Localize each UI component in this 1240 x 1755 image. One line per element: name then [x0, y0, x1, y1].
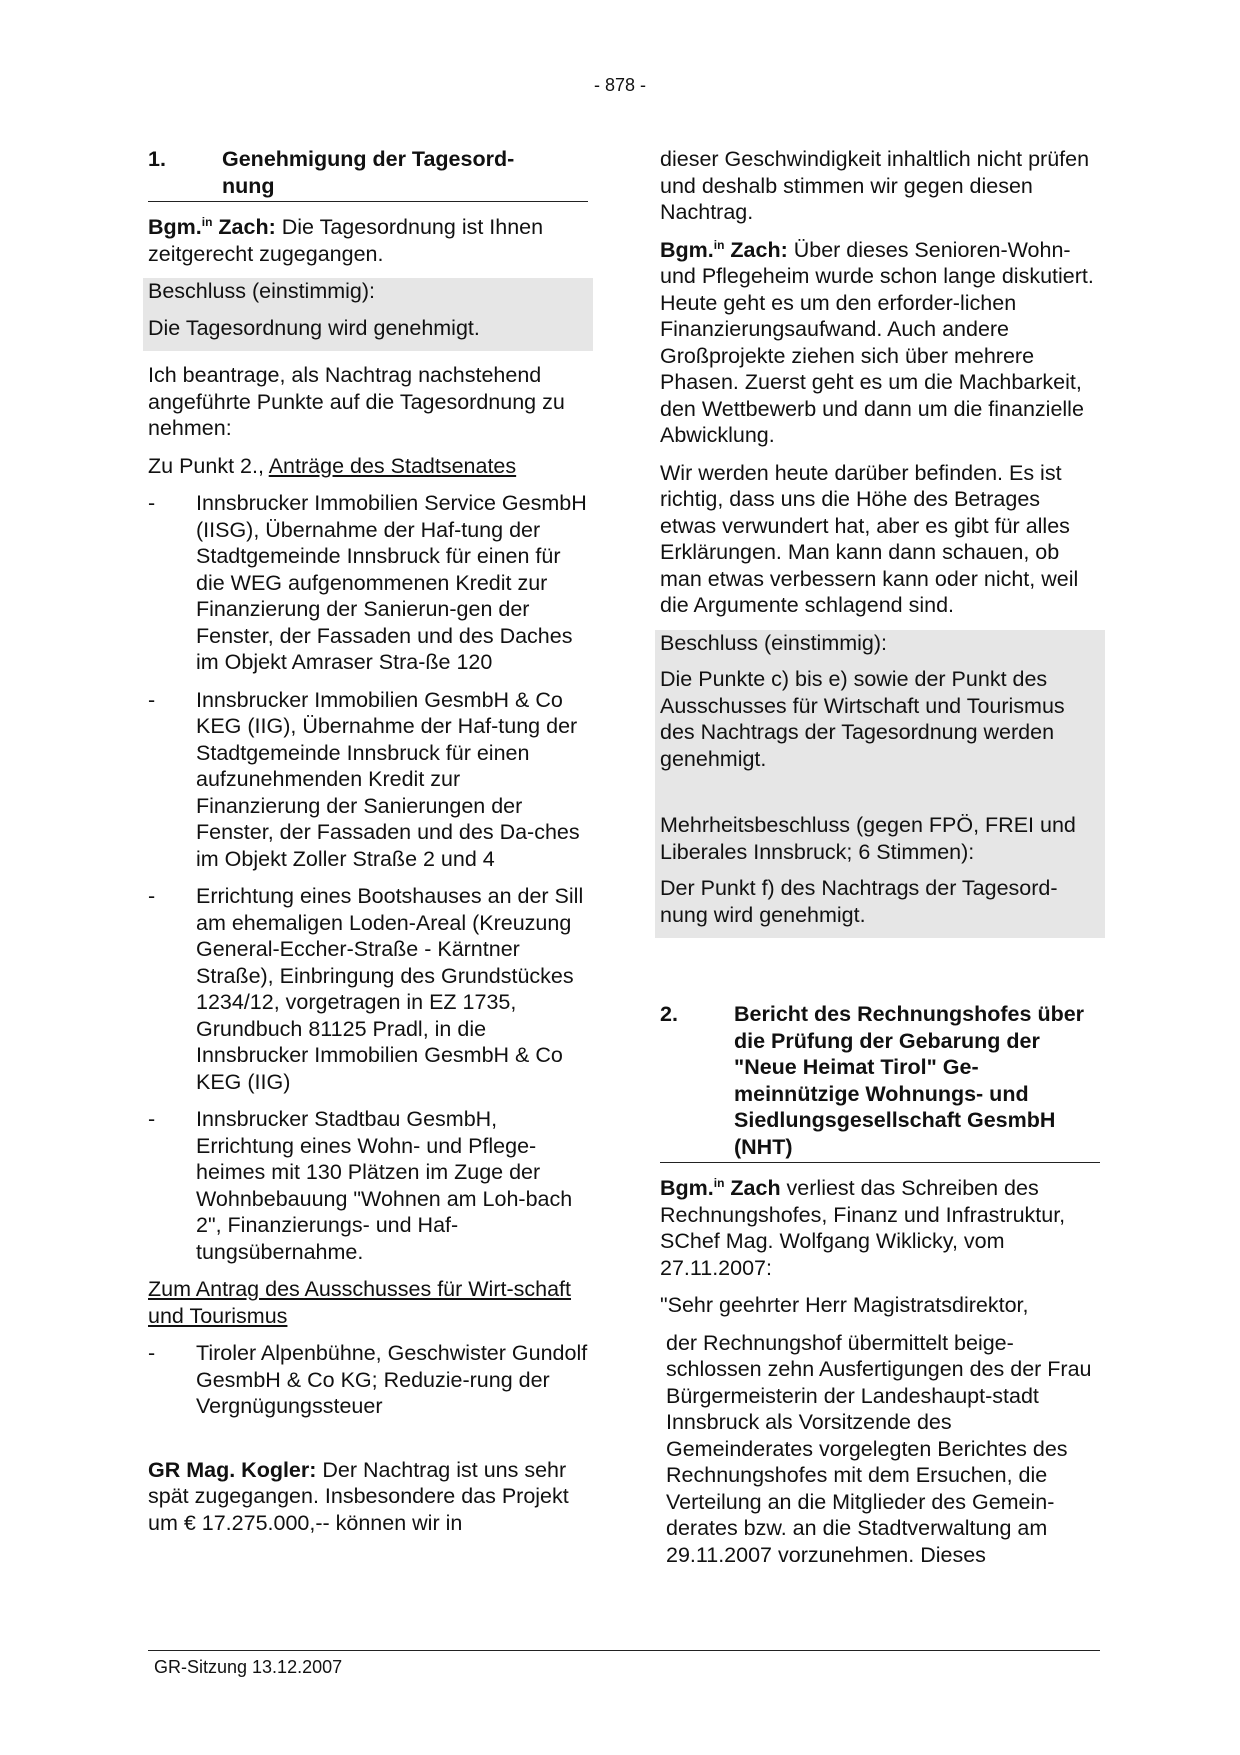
section-heading-2 [660, 1001, 1100, 1163]
list-item: - Errichtung eines Bootshauses an der Sill am ehemaligen Loden-Areal (Kreuzung General-Eccher-Straße - Kärntner Straße), Einbringung des Grundstückes 1234/12, vorgetragen in EZ 1735, Grundbuch 81125 Pradl, in die Innsbrucker Immobilien GesmbH & Co KEG (IIG) [148, 884, 584, 1094]
list-item: - Innsbrucker Stadtbau GesmbH, Errichtung eines Wohn- und Pflege-heimes mit 130 Plätzen im Zuge der Wohnbebauung "Wohnen am Loh-bach 2", Finanzierungs- und Haf-tungsübernahme. [148, 1107, 573, 1264]
paragraph: dieser Geschwindigkeit inhaltlich nicht prüfen und deshalb stimmen wir gegen diesen Nachtrag. [660, 147, 1090, 224]
paragraph: Bgm.$^{in}$ Zach: Die Tagesordnung ist Ihnen zeitgerecht zugegangen. [148, 214, 544, 266]
paragraph: Bgm.$^{in}$ Zach verliest das Schreiben des Rechnungshofes, Finanz und Infrastruktur, SChef Mag. Wolfgang Wiklicky, vom 27.11.2007: [660, 1175, 1066, 1280]
section-number: 2. [660, 1002, 678, 1026]
resolution-label: Beschluss (einstimmig): [660, 630, 887, 655]
speaker: Bgm.$^{in}$ Zach: [660, 237, 788, 262]
section-number: 1. [148, 147, 166, 171]
paragraph: der Rechnungshof übermittelt beige-schlossen zehn Ausfertigungen des der Frau Bürgermeisterin der Landeshaupt-stadt Innsbruck als Vorsitzende des Gemeinderates vorgelegten Berichtes des Rechnungshofes mit dem Ersuchen, die Verteilung an die Mitglieder des Gemein-derates bzw. an die Stadtverwaltung am 29.11.2007 vorzunehmen. Dieses [666, 1330, 1092, 1567]
resolution-box [655, 630, 1105, 939]
paragraph: Zu Punkt 2., Anträge des Stadtsenates [148, 453, 517, 478]
resolution-text: Der Punkt f) des Nachtrags der Tagesord-nung wird genehmigt. [660, 876, 1058, 927]
paragraph: Ich beantrage, als Nachtrag nachstehend angeführte Punkte auf die Tagesordnung zu nehmen: [148, 363, 565, 440]
page-number: - 878 - [593, 75, 647, 95]
list-item: - Tiroler Alpenbühne, Geschwister Gundolf GesmbH & Co KG; Reduzie-rung der Vergnügungssteuer [148, 1341, 588, 1418]
footer-divider [148, 1650, 1100, 1651]
speaker: GR Mag. Kogler: [148, 1457, 317, 1482]
footer: GR-Sitzung 13.12.2007 [154, 1657, 343, 1677]
section-title: Genehmigung der Tagesord- nung [222, 147, 515, 198]
right-column [660, 146, 1100, 1579]
list-item: - Innsbrucker Immobilien GesmbH & Co KEG (IIG), Übernahme der Haf-tung der Stadtgemeinde Innsbruck für einen aufzunehmenden Kredit zur Finanzierung der Sanierungen der Fenster, der Fassaden und des Da-ches im Objekt Zoller Straße 2 und 4 [148, 687, 580, 871]
paragraph: Wir werden heute darüber befinden. Es ist richtig, dass uns die Höhe des Betrages etwas verwundert hat, aber es gibt für alles Erklärungen. Man kann dann schauen, ob man etwas verbessern kann oder nicht, weil die Argumente schlagend sind. [660, 460, 1079, 617]
resolution-text: Die Tagesordnung wird genehmigt. [148, 315, 480, 340]
paragraph: "Sehr geehrter Herr Magistratsdirektor, [660, 1293, 1029, 1317]
resolution-label: Beschluss (einstimmig): [148, 279, 375, 303]
paragraph: GR Mag. Kogler: Der Nachtrag ist uns sehr spät zugegangen. Insbesondere das Projekt um € 17.275.000,-- können wir in [148, 1457, 569, 1535]
resolution-text: Die Punkte c) bis e) sowie der Punkt des Ausschusses für Wirtschaft und Tourismus des Nachtrags der Tagesordnung werden genehmigt. [660, 667, 1065, 771]
section-heading-1 [148, 146, 588, 202]
resolution-label: Mehrheitsbeschluss (gegen FPÖ, FREI und Liberales Innsbruck; 6 Stimmen): [660, 813, 1076, 864]
left-column [148, 146, 588, 1547]
paragraph: Zum Antrag des Ausschusses für Wirt-schaft und Tourismus [148, 1277, 571, 1328]
paragraph: Bgm.$^{in}$ Zach: Über dieses Senioren-Wohn- und Pflegeheim wurde schon lange diskutiert. Heute geht es um den erforder-lichen Finanzierungsaufwand. Auch andere Großprojekte ziehen sich über mehrere Phasen. Zuerst geht es um die Machbarkeit, den Wettbewerb und dann um die finanzielle Abwicklung. [660, 237, 1094, 447]
speaker: Bgm.$^{in}$ Zach [660, 1175, 781, 1200]
section-title: Bericht des Rechnungshofes über die Prüfung der Gebarung der "Neue Heimat Tirol" Ge-meinnützige Wohnungs- und Siedlungsgesellschaft GesmbH (NHT) [734, 1002, 1085, 1159]
resolution-box [143, 278, 593, 351]
list-item: - Innsbrucker Immobilien Service GesmbH (IISG), Übernahme der Haf-tung der Stadtgemeinde Innsbruck für einen für die WEG aufgenommenen Kredit zur Finanzierung der Sanierun-gen der Fenster, der Fassaden und des Daches im Objekt Amraser Stra-ße 120 [148, 491, 587, 674]
speaker: Bgm.$^{in}$ Zach: [148, 214, 276, 239]
